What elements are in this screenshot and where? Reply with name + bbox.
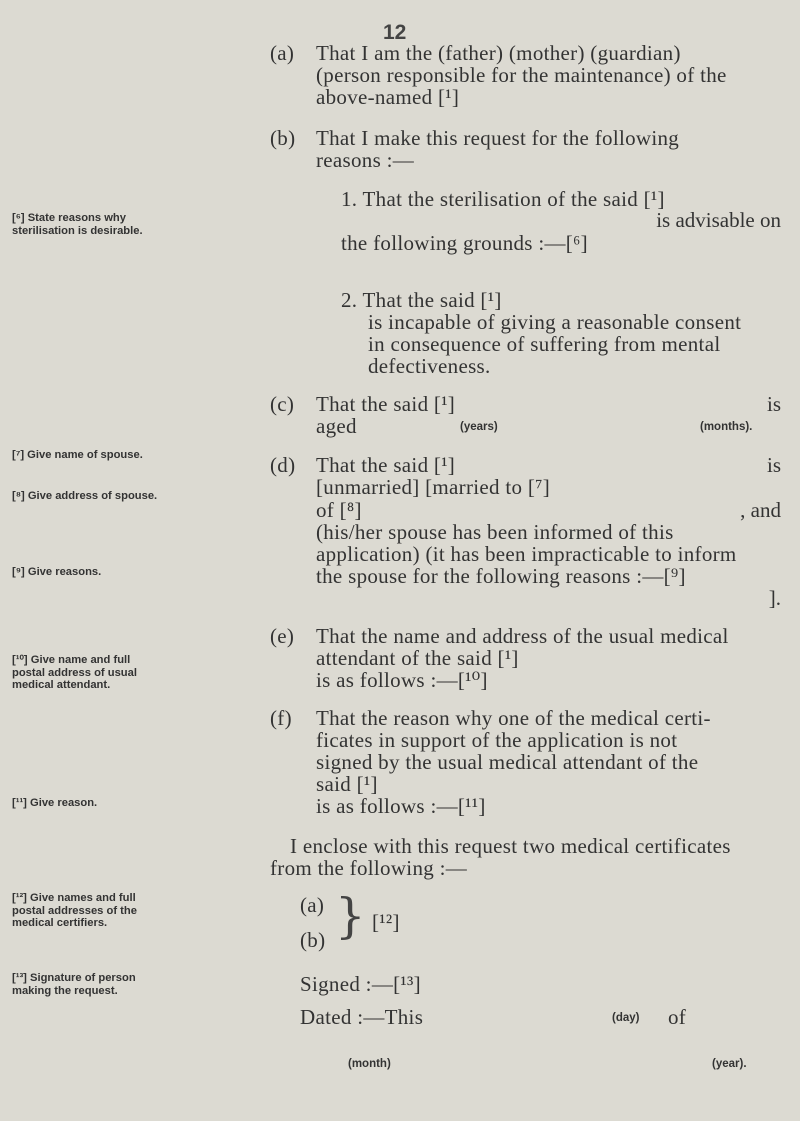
dated-text: Dated :—This xyxy=(300,1005,424,1029)
margin-note-8: [⁸] Give address of spouse. xyxy=(12,490,158,502)
reason-2-line1: 2. That the said [¹] xyxy=(341,288,502,312)
brace-icon: } xyxy=(335,888,366,944)
item-d-line4: application) (it has been impracticable to inform xyxy=(316,542,737,566)
item-d-close: ]. xyxy=(768,586,781,610)
signed-line: Signed :—[¹³] xyxy=(300,972,421,996)
reason-1-line3: the following grounds :—[⁶] xyxy=(341,231,588,255)
item-d-line2: of [⁸] xyxy=(316,498,362,522)
item-c-text: That the said [¹] xyxy=(316,392,456,416)
enclose-line1: I enclose with this request two medical certificates xyxy=(290,834,731,858)
item-d-is: is xyxy=(766,453,781,477)
item-c-label: (c) xyxy=(270,392,295,416)
reason-2-line3: in consequence of suffering from mental xyxy=(368,332,721,356)
item-f-line2: ficates in support of the application is not xyxy=(316,728,678,752)
reason-2-line2: is incapable of giving a reasonable consent xyxy=(368,310,742,334)
item-a-line1: That I am the (father) (mother) (guardian) xyxy=(316,41,681,65)
item-a-line2: (person responsible for the maintenance) of the xyxy=(316,63,727,87)
item-f-line5: is as follows :—[¹¹] xyxy=(316,794,486,818)
item-a-line3: above-named [¹] xyxy=(316,85,460,109)
certifier-b: (b) xyxy=(300,928,326,952)
item-f-label: (f) xyxy=(270,706,292,730)
dated-day: (day) xyxy=(612,1012,640,1024)
margin-note-10: [¹⁰] Give name and full postal address of usual medical attendant. xyxy=(12,654,137,691)
dated-of: of xyxy=(668,1005,687,1029)
item-b-label: (b) xyxy=(270,126,296,150)
dated-year: (year). xyxy=(712,1058,747,1070)
reason-2-line4: defectiveness. xyxy=(368,354,491,378)
item-f-line1: That the reason why one of the medical certi- xyxy=(316,706,711,730)
dated-month: (month) xyxy=(348,1058,391,1070)
item-d-line5: the spouse for the following reasons :—[⁹] xyxy=(316,564,686,588)
reason-1-line1: 1. That the sterilisation of the said [¹] xyxy=(341,187,665,211)
item-f-line4: said [¹] xyxy=(316,772,378,796)
item-f-line3: signed by the usual medical attendant of the xyxy=(316,750,699,774)
certifier-ref: [¹²] xyxy=(372,910,400,934)
item-d-and: , and xyxy=(740,498,781,522)
item-e-line2: attendant of the said [¹] xyxy=(316,646,519,670)
page-number: 12 xyxy=(383,21,407,44)
margin-note-6: [⁶] State reasons why sterilisation is desirable. xyxy=(12,212,143,237)
item-a-label: (a) xyxy=(270,41,295,65)
margin-note-12: [¹²] Give names and full postal addresses of the medical certifiers. xyxy=(12,892,137,929)
item-e-line1: That the name and address of the usual medical xyxy=(316,624,729,648)
item-b-line1: That I make this request for the following xyxy=(316,126,680,150)
item-e-line3: is as follows :—[¹⁰] xyxy=(316,668,488,692)
item-b-line2: reasons :— xyxy=(316,148,415,172)
reason-1-line2: is advisable on xyxy=(656,208,781,232)
margin-note-7: [⁷] Give name of spouse. xyxy=(12,449,143,461)
margin-note-9: [⁹] Give reasons. xyxy=(12,566,102,578)
item-e-label: (e) xyxy=(270,624,295,648)
item-d-line3: (his/her spouse has been informed of this xyxy=(316,520,674,544)
item-c-months: (months). xyxy=(700,421,753,433)
item-d-line1: [unmarried] [married to [⁷] xyxy=(316,475,551,499)
item-d-text: That the said [¹] xyxy=(316,453,456,477)
margin-note-13: [¹³] Signature of person making the request. xyxy=(12,972,136,997)
item-d-label: (d) xyxy=(270,453,296,477)
item-c-years: (years) xyxy=(460,421,498,433)
item-c-is: is xyxy=(766,392,781,416)
item-c-aged: aged xyxy=(316,414,357,438)
certifier-a: (a) xyxy=(300,893,325,917)
margin-note-11: [¹¹] Give reason. xyxy=(12,797,98,809)
enclose-line2: from the following :— xyxy=(270,856,468,880)
